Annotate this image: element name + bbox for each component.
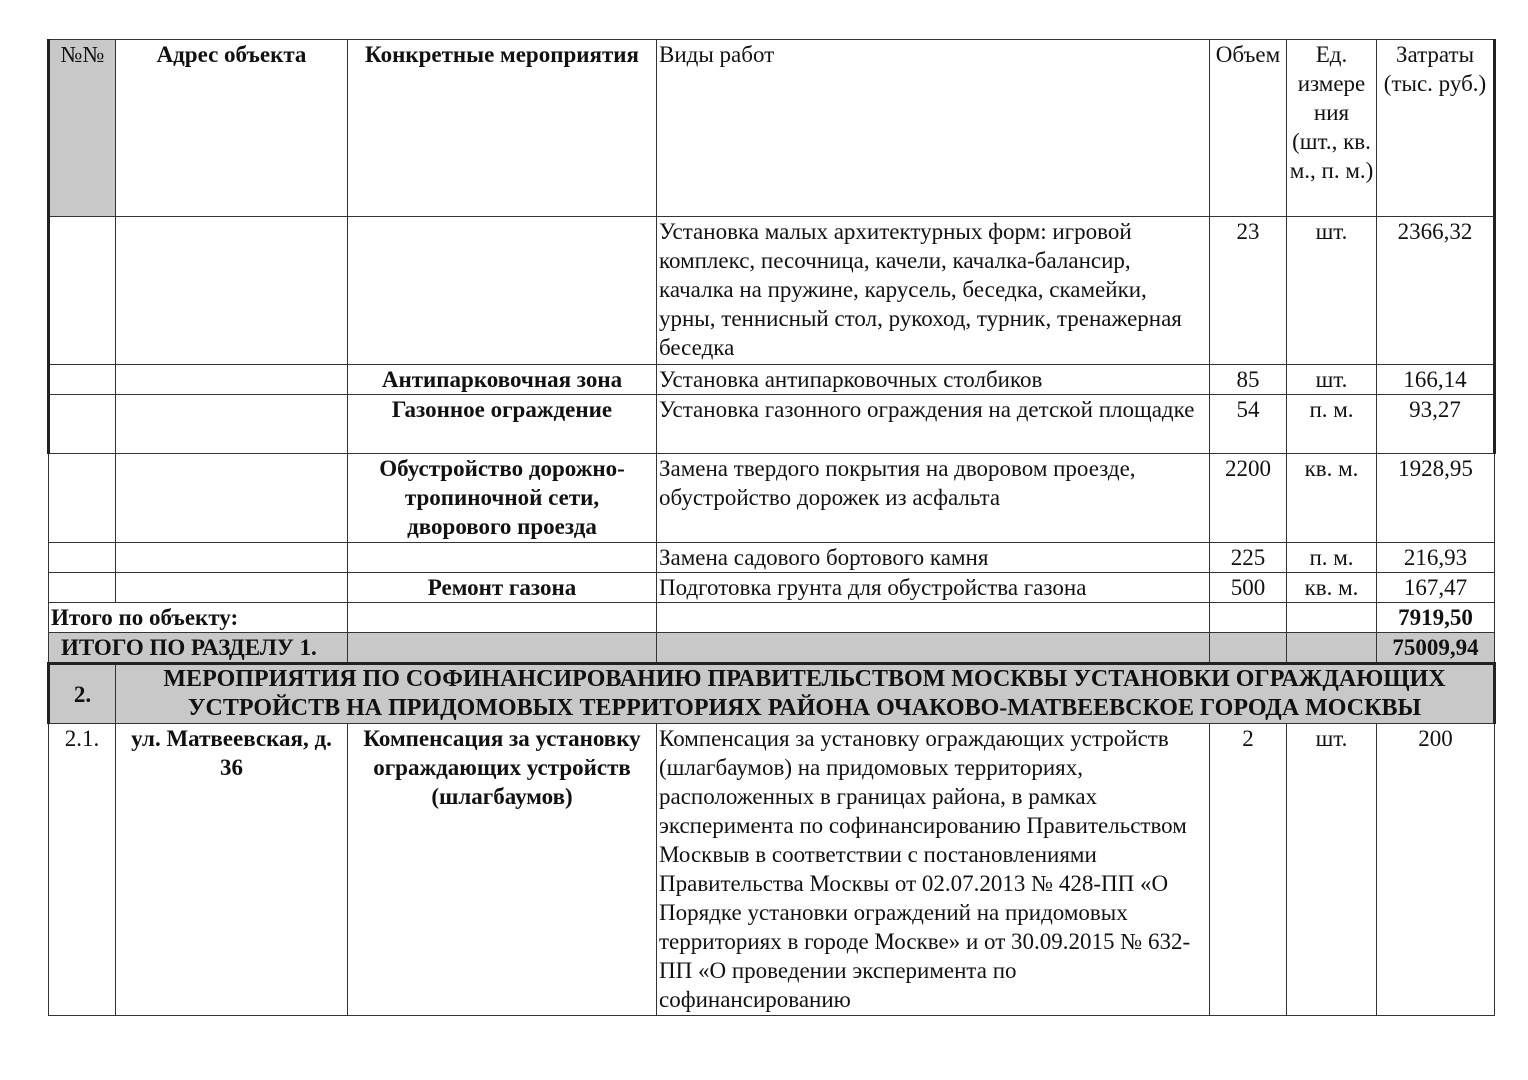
row-cost: 1928,95	[1377, 454, 1495, 543]
object-total-value: 7919,50	[1377, 603, 1495, 633]
header-num: №№	[49, 40, 116, 217]
section-2-row	[49, 664, 1495, 724]
works-table	[47, 39, 1496, 1016]
row-cost: 166,14	[1377, 365, 1495, 395]
section-total-label: ИТОГО ПО РАЗДЕЛУ 1.	[49, 633, 348, 664]
row-measure: Газонное ограждение	[348, 395, 657, 454]
header-cost: Затраты (тыс. руб.)	[1377, 40, 1495, 217]
object-total-row	[49, 603, 1495, 633]
row-cost: 200	[1377, 724, 1495, 1016]
table-row	[49, 543, 1495, 573]
row-work: Компенсация за установку ограждающих устройств (шлагбаумов) на придомовых территориях, расположенных в границах района, в рамках эксперимента по софинансированию Правительством Москвыв в соответствии с постановлениями Правительства Москвы от 02.07.2013 № 428-ПП «О Порядке установки ограждений на придомовых территориях в городе Москве» и от 30.09.2015 № 632-ПП «О проведении эксперимента по софинансированию	[657, 724, 1210, 1016]
header-address: Адрес объекта	[116, 40, 348, 217]
header-works: Виды работ	[657, 40, 1210, 217]
empty-cell	[1210, 603, 1287, 633]
row-cost: 2366,32	[1377, 217, 1495, 365]
row-volume: 2200	[1210, 454, 1287, 543]
row-volume: 2	[1210, 724, 1287, 1016]
row-num	[49, 365, 116, 395]
section-total-value: 75009,94	[1377, 633, 1495, 664]
row-address	[116, 217, 348, 365]
row-cost: 167,47	[1377, 573, 1495, 603]
empty-cell	[1287, 603, 1377, 633]
row-unit: кв. м.	[1287, 454, 1377, 543]
row-address	[116, 543, 348, 573]
row-unit: шт.	[1287, 724, 1377, 1016]
empty-cell	[348, 603, 657, 633]
empty-cell	[1210, 633, 1287, 664]
row-num: 2.1.	[49, 724, 116, 1016]
header-row	[49, 40, 1495, 217]
empty-cell	[1287, 633, 1377, 664]
section-2-title: МЕРОПРИЯТИЯ ПО СОФИНАНСИРОВАНИЮ ПРАВИТЕЛЬСТВОМ МОСКВЫ УСТАНОВКИ ОГРАЖДАЮЩИХ УСТРОЙСТВ НА ПРИДОМОВЫХ ТЕРРИТОРИЯХ РАЙОНА ОЧАКОВО-МАТВЕЕВСКОЕ ГОРОДА МОСКВЫ	[116, 664, 1495, 724]
row-measure: Компенсация за установку ограждающих устройств (шлагбаумов)	[348, 724, 657, 1016]
object-total-label: Итого по объекту:	[49, 603, 348, 633]
row-num	[49, 543, 116, 573]
row-volume: 85	[1210, 365, 1287, 395]
empty-cell	[657, 603, 1210, 633]
table-row	[49, 573, 1495, 603]
row-measure	[348, 217, 657, 365]
row-address	[116, 395, 348, 454]
row-work: Подготовка грунта для обустройства газона	[657, 573, 1210, 603]
header-measures: Конкретные мероприятия	[348, 40, 657, 217]
empty-cell	[657, 633, 1210, 664]
row-volume: 225	[1210, 543, 1287, 573]
row-work: Установка газонного ограждения на детской площадке	[657, 395, 1210, 454]
row-num	[49, 454, 116, 543]
row-unit: п. м.	[1287, 543, 1377, 573]
row-address: ул. Матвеевская, д. 36	[116, 724, 348, 1016]
table-row	[49, 454, 1495, 543]
row-unit: шт.	[1287, 217, 1377, 365]
row-unit: кв. м.	[1287, 573, 1377, 603]
row-cost: 93,27	[1377, 395, 1495, 454]
row-measure: Антипарковочная зона	[348, 365, 657, 395]
row-measure: Ремонт газона	[348, 573, 657, 603]
header-unit: Ед. измере ния (шт., кв. м., п. м.)	[1287, 40, 1377, 217]
table-row	[49, 365, 1495, 395]
row-unit: шт.	[1287, 365, 1377, 395]
section-2-num: 2.	[49, 664, 116, 724]
table-row	[49, 724, 1495, 1016]
table-row	[49, 395, 1495, 454]
header-volume: Объем	[1210, 40, 1287, 217]
row-volume: 54	[1210, 395, 1287, 454]
row-volume: 500	[1210, 573, 1287, 603]
row-measure: Обустройство дорожно-тропиночной сети, дворового проезда	[348, 454, 657, 543]
row-volume: 23	[1210, 217, 1287, 365]
row-address	[116, 573, 348, 603]
row-num	[49, 573, 116, 603]
row-address	[116, 454, 348, 543]
empty-cell	[348, 633, 657, 664]
row-work: Замена садового бортового камня	[657, 543, 1210, 573]
row-measure	[348, 543, 657, 573]
row-work: Замена твердого покрытия на дворовом проезде, обустройство дорожек из асфальта	[657, 454, 1210, 543]
row-address	[116, 365, 348, 395]
row-num	[49, 217, 116, 365]
row-work: Установка антипарковочных столбиков	[657, 365, 1210, 395]
section-total-row	[49, 633, 1495, 664]
row-work: Установка малых архитектурных форм: игровой комплекс, песочница, качели, качалка-балансир, качалка на пружине, карусель, беседка, скамейки, урны, теннисный стол, рукоход, турник, тренажерная беседка	[657, 217, 1210, 365]
table-row	[49, 217, 1495, 365]
row-num	[49, 395, 116, 454]
row-cost: 216,93	[1377, 543, 1495, 573]
row-unit: п. м.	[1287, 395, 1377, 454]
